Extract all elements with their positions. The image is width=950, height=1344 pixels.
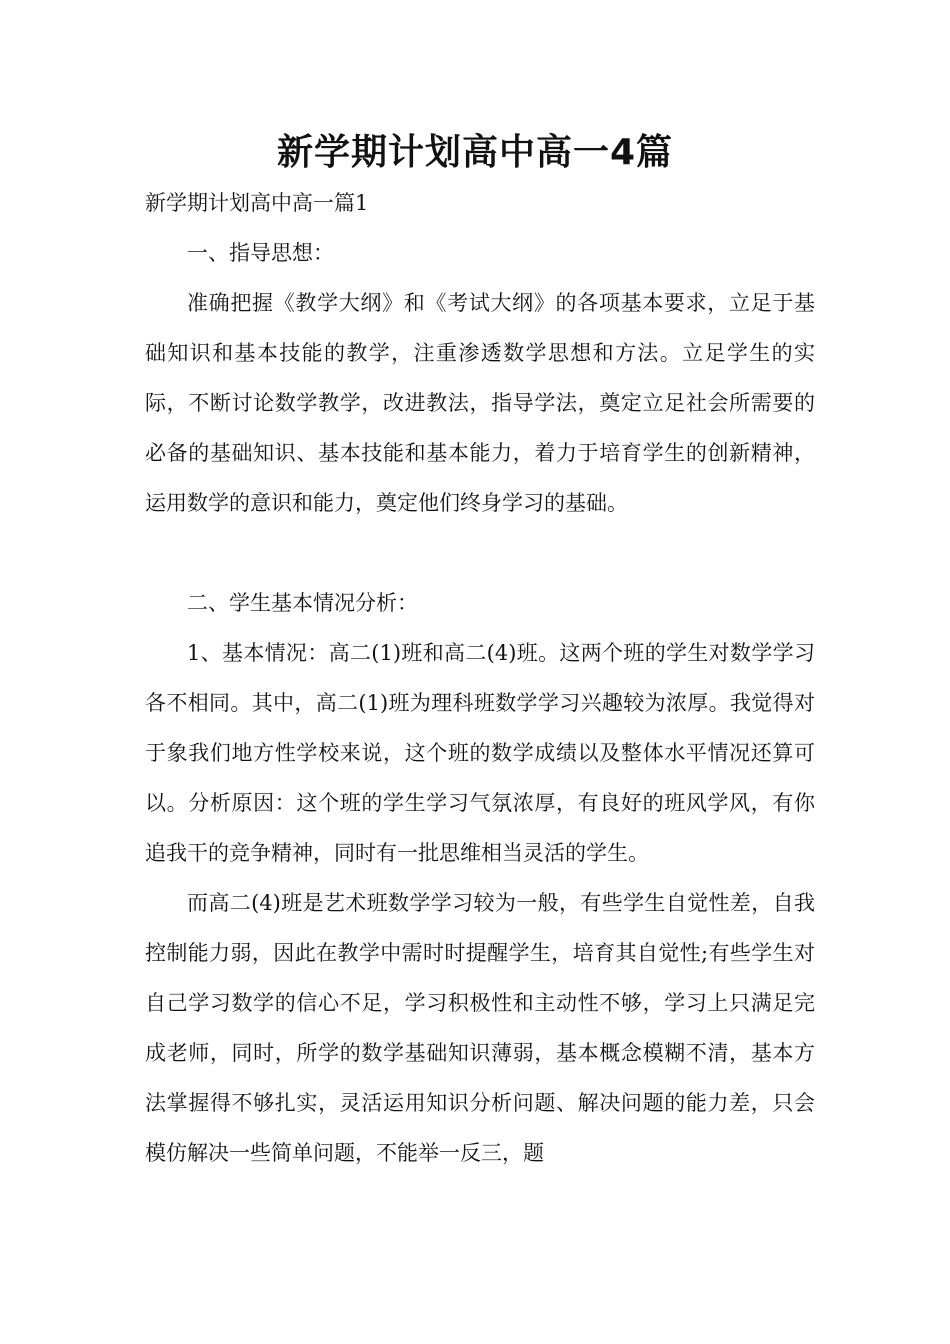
- document-body: [145, 178, 815, 1178]
- paragraph-guiding-thought: 准确把握《教学大纲》和《考试大纲》的各项基本要求，立足于基础知识和基本技能的教学，注重渗透数学思想和方法。立足学生的实际，不断讨论数学教学，改进教法，指导学法，奠定立足社会所需要的必备的基础知识、基本技能和基本能力，着力于培育学生的创新精神，运用数学的意识和能力，奠定他们终身学习的基础。: [145, 291, 815, 515]
- section-heading-student-analysis: 二、学生基本情况分析：: [187, 591, 418, 615]
- document-title: 新学期计划高中高一4篇: [276, 132, 674, 173]
- paragraph-spacer: [145, 528, 815, 578]
- paragraph-basic-situation: 1、基本情况：高二(1)班和高二(4)班。这两个班的学生对数学学习各不相同。其中，高二(1)班为理科班数学学习兴趣较为浓厚。我觉得对于象我们地方性学校来说，这个班的数学成绩以及整体水平情况还算可以。分析原因：这个班的学生学习气氛浓厚，有良好的班风学风，有你追我干的竞争精神，同时有一批思维相当灵活的学生。: [145, 641, 815, 865]
- document-subtitle: 新学期计划高中高一篇1: [145, 191, 369, 215]
- section-heading-guiding-thought: 一、指导思想：: [187, 241, 334, 265]
- paragraph-class-four: 而高二(4)班是艺术班数学学习较为一般，有些学生自觉性差，自我控制能力弱，因此在教学中需时时提醒学生，培育其自觉性;有些学生对自己学习数学的信心不足，学习积极性和主动性不够，学习上只满足完成老师，同时，所学的数学基础知识薄弱，基本概念模糊不清，基本方法掌握得不够扎实，灵活运用知识分析问题、解决问题的能力差，只会模仿解决一些简单问题，不能举一反三，题: [145, 891, 815, 1165]
